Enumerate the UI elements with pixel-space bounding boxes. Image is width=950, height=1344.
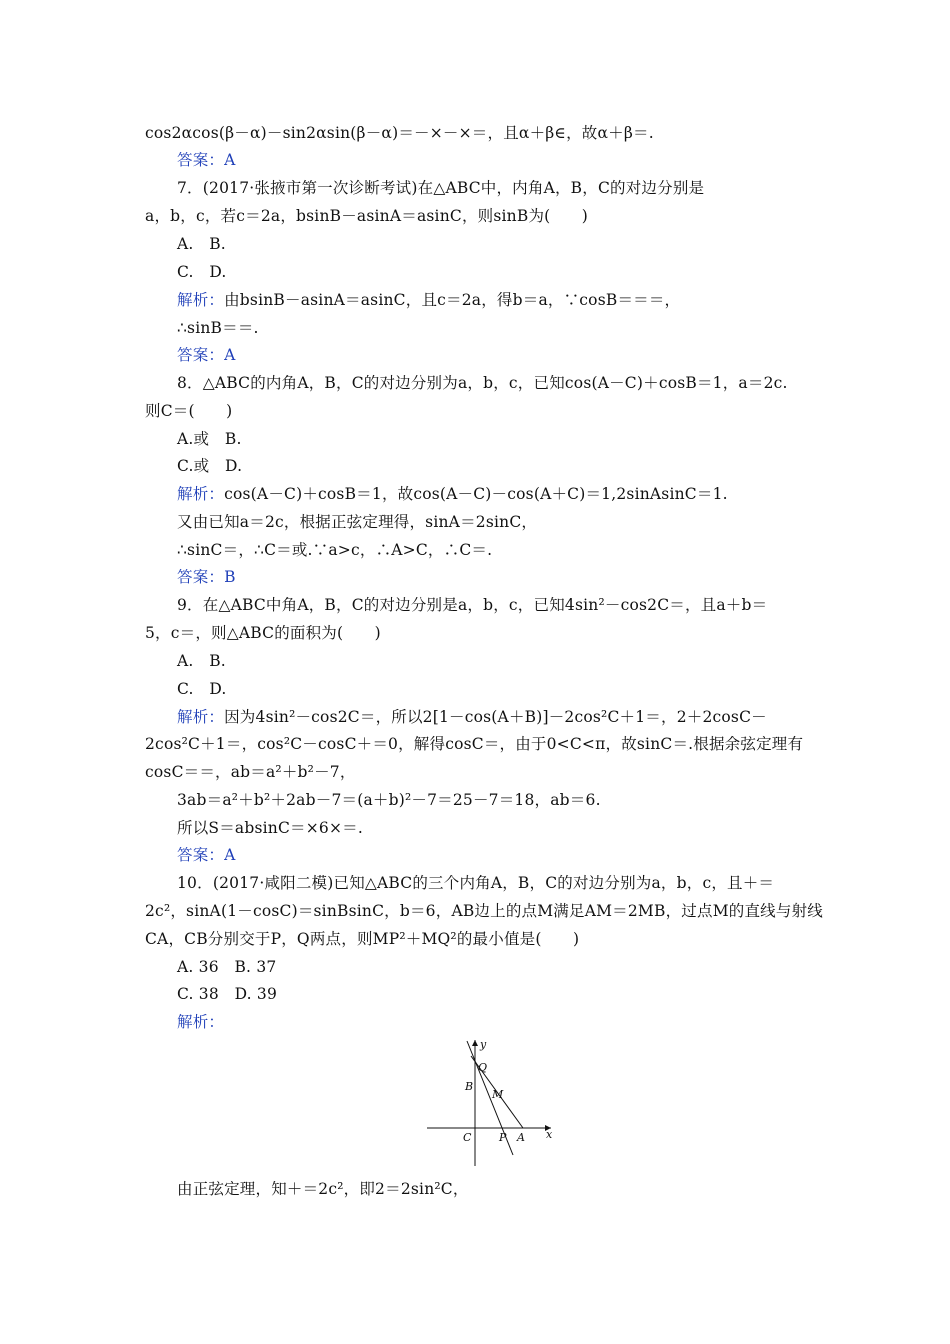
q8-line-1: 8．△ABC的内角A，B，C的对边分别为a，b，c，已知cos(A－C)＋cosB＝1，a＝2c. [177, 374, 788, 392]
label-p: P [499, 1131, 507, 1144]
coordinate-figure [425, 1038, 555, 1168]
q9-solution-3: cosC＝＝，ab＝a²＋b²－7， [145, 763, 356, 781]
q8-line-2: 则C＝( ) [145, 402, 233, 420]
q8-options-cd: C.或 D. [177, 457, 243, 475]
line-0: cos2αcos(β－α)－sin2αsin(β－α)＝－×－×＝，且α＋β∈，故α＋β＝. [145, 124, 654, 142]
q10-line-2: 2c²，sinA(1－cosC)＝sinBsinC，b＝6，AB边上的点M满足AM＝2MB，过点M的直线与射线 [145, 902, 823, 920]
label-x: x [546, 1128, 553, 1141]
q10-solution-1: 由正弦定理，知＋＝2c²，即2＝2sin²C， [177, 1180, 469, 1198]
label-c: C [463, 1131, 472, 1144]
q8-solution-3: ∴sinC＝，∴C＝或.∵a>c，∴A>C，∴C＝. [177, 541, 493, 559]
q10-line-1: 10．(2017·咸阳二模)已知△ABC的三个内角A，B，C的对边分别为a，b，c，且＋＝ [177, 874, 775, 892]
answer-8: 答案：B [177, 568, 236, 586]
q9-solution-2: 2cos²C＋1＝，cos²C－cosC＋＝0，解得cosC＝，由于0<C<π，故sinC＝.根据余弦定理有 [145, 735, 804, 753]
label-a: A [517, 1131, 525, 1144]
q7-line-1: 7．(2017·张掖市第一次诊断考试)在△ABC中，内角A，B，C的对边分别是 [177, 179, 705, 197]
label-b: B [465, 1080, 474, 1093]
q8-solution-1: 解析：cos(A－C)＋cosB＝1，故cos(A－C)－cos(A＋C)＝1,2sinAsinC＝1. [177, 485, 728, 503]
q9-solution-1: 解析：因为4sin²－cos2C＝，所以2[1－cos(A＋B)]－2cos²C＋1＝，2＋2cosC－ [177, 708, 767, 726]
q10-line-3: CA，CB分别交于P，Q两点，则MP²＋MQ²的最小值是( ) [145, 930, 580, 948]
q10-solution-label: 解析： [177, 1013, 225, 1031]
q9-options-cd: C. D. [177, 680, 227, 698]
q9-options-ab: A. B. [177, 652, 226, 670]
q9-line-1: 9．在△ABC中角A，B，C的对边分别是a，b，c，已知4sin²－cos2C＝，且a＋b＝ [177, 596, 768, 614]
q7-line-2: a，b，c，若c＝2a，bsinB－asinA＝asinC，则sinB为( ) [145, 207, 589, 225]
label-q: Q [478, 1061, 488, 1074]
q7-solution-2: ∴sinB＝＝. [177, 319, 259, 337]
q9-solution-4: 3ab＝a²＋b²＋2ab－7＝(a＋b)²－7＝25－7＝18，ab＝6. [177, 791, 601, 809]
q7-solution-1: 解析：由bsinB－asinA＝asinC，且c＝2a，得b＝a，∵cosB＝＝＝， [177, 291, 681, 309]
q7-options-cd: C. D. [177, 263, 227, 281]
q10-options-ab: A. 36 B. 37 [177, 958, 277, 976]
q9-line-2: 5，c＝，则△ABC的面积为( ) [145, 624, 381, 642]
label-m: M [492, 1088, 504, 1101]
q10-options-cd: C. 38 D. 39 [177, 985, 278, 1003]
y-axis-arrow [472, 1040, 478, 1046]
figure-svg [425, 1038, 555, 1168]
q9-solution-5: 所以S＝absinC＝×6×＝. [177, 819, 363, 837]
label-y: y [480, 1038, 487, 1051]
q8-solution-2: 又由已知a＝2c，根据正弦定理得，sinA＝2sinC， [177, 513, 538, 531]
answer-7: 答案：A [177, 346, 236, 364]
q8-options-ab: A.或 B. [177, 430, 242, 448]
answer-9: 答案：A [177, 846, 236, 864]
answer-6: 答案：A [177, 151, 236, 169]
q7-options-ab: A. B. [177, 235, 226, 253]
solution-label: 解析： [177, 291, 225, 309]
solution-label: 解析： [177, 708, 225, 726]
solution-label: 解析： [177, 485, 225, 503]
